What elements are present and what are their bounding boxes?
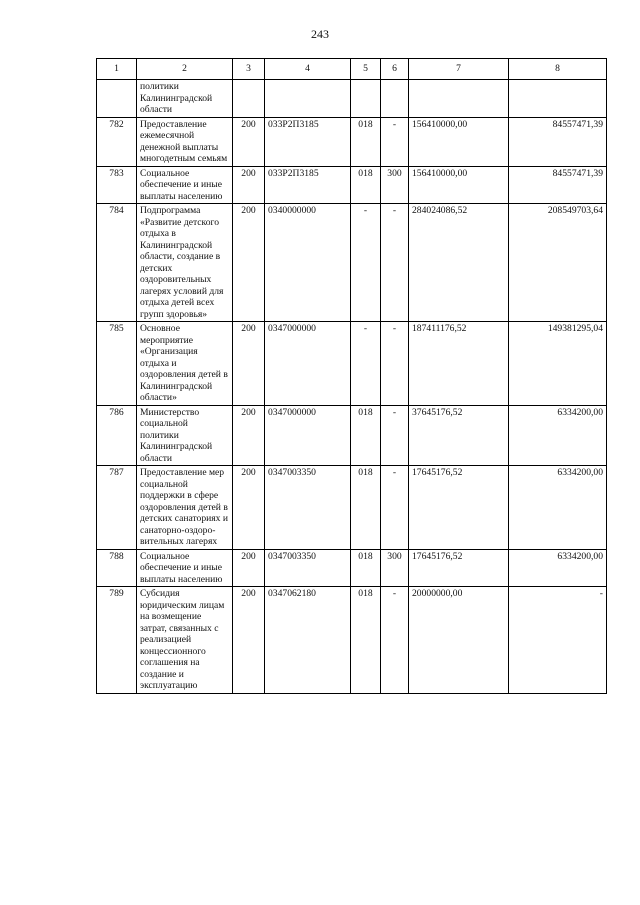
cell-col6: -	[381, 322, 409, 406]
column-header: 8	[509, 59, 607, 80]
cell-col4: 033Р2П3185	[265, 117, 351, 166]
table-row	[97, 80, 607, 118]
cell-col3: 200	[233, 587, 265, 694]
table-row	[97, 204, 607, 322]
row-number: 789	[97, 587, 137, 694]
cell-col6: 300	[381, 549, 409, 587]
cell-col5: 018	[351, 587, 381, 694]
cell-col5: -	[351, 204, 381, 322]
cell-col5: 018	[351, 549, 381, 587]
cell-col3: 200	[233, 166, 265, 204]
column-header: 2	[137, 59, 233, 80]
cell-col8: 149381295,04	[509, 322, 607, 406]
cell-col4: 0340000000	[265, 204, 351, 322]
cell-col4: 0347062180	[265, 587, 351, 694]
table-row	[97, 117, 607, 166]
cell-col7: 187411176,52	[409, 322, 509, 406]
cell-col4: 0347003350	[265, 466, 351, 550]
column-header: 7	[409, 59, 509, 80]
cell-col8	[509, 80, 607, 118]
cell-col8: 84557471,39	[509, 166, 607, 204]
row-name: Социальное обеспечение и иные выплаты населению	[137, 166, 233, 204]
column-header: 6	[381, 59, 409, 80]
row-name: Предоставление мер социальной поддержки в сфере оздоровления детей в детских санаториях и санаторно-оздоро-вительных лагерях	[137, 466, 233, 550]
cell-col6: 300	[381, 166, 409, 204]
cell-col5: 018	[351, 405, 381, 466]
cell-col3: 200	[233, 322, 265, 406]
row-name: Субсидия юридическим лицам на возмещение затрат, связанных с реализацией концессионного соглашения на создание и эксплуатацию	[137, 587, 233, 694]
cell-col7: 37645176,52	[409, 405, 509, 466]
row-number: 788	[97, 549, 137, 587]
row-name: Министерство социальной политики Калининградской области	[137, 405, 233, 466]
cell-col7	[409, 80, 509, 118]
row-number: 787	[97, 466, 137, 550]
row-name: Основное мероприятие «Организация отдыха и оздоровления детей в Калининградской области»	[137, 322, 233, 406]
budget-table	[96, 58, 607, 694]
cell-col7: 17645176,52	[409, 549, 509, 587]
cell-col5: 018	[351, 166, 381, 204]
cell-col4: 0347003350	[265, 549, 351, 587]
cell-col4: 0347000000	[265, 322, 351, 406]
cell-col5	[351, 80, 381, 118]
row-name: Социальное обеспечение и иные выплаты населению	[137, 549, 233, 587]
table-row	[97, 166, 607, 204]
cell-col6: -	[381, 587, 409, 694]
table-row	[97, 405, 607, 466]
row-number: 783	[97, 166, 137, 204]
cell-col8: -	[509, 587, 607, 694]
cell-col6: -	[381, 466, 409, 550]
cell-col5: 018	[351, 117, 381, 166]
row-name: Предоставление ежемесячной денежной выплаты многодетным семьям	[137, 117, 233, 166]
page-number: 243	[311, 27, 329, 41]
cell-col8: 6334200,00	[509, 466, 607, 550]
header-row	[97, 59, 607, 80]
table-row	[97, 466, 607, 550]
cell-col3: 200	[233, 117, 265, 166]
column-header: 1	[97, 59, 137, 80]
cell-col3: 200	[233, 549, 265, 587]
row-number	[97, 80, 137, 118]
cell-col3	[233, 80, 265, 118]
cell-col3: 200	[233, 466, 265, 550]
cell-col8: 6334200,00	[509, 549, 607, 587]
table-row	[97, 549, 607, 587]
row-number: 786	[97, 405, 137, 466]
cell-col8: 6334200,00	[509, 405, 607, 466]
cell-col7: 17645176,52	[409, 466, 509, 550]
row-name: Подпрограмма «Развитие детского отдыха в Калининградской области, создание в детских оздоровительных лагерях условий для отдыха детей всех групп здоровья»	[137, 204, 233, 322]
cell-col5: 018	[351, 466, 381, 550]
cell-col4: 0347000000	[265, 405, 351, 466]
cell-col7: 284024086,52	[409, 204, 509, 322]
cell-col5: -	[351, 322, 381, 406]
cell-col6: -	[381, 204, 409, 322]
cell-col6	[381, 80, 409, 118]
column-header: 3	[233, 59, 265, 80]
cell-col6: -	[381, 405, 409, 466]
cell-col4	[265, 80, 351, 118]
cell-col8: 208549703,64	[509, 204, 607, 322]
column-header: 4	[265, 59, 351, 80]
table-row	[97, 322, 607, 406]
cell-col7: 156410000,00	[409, 166, 509, 204]
row-number: 785	[97, 322, 137, 406]
row-number: 782	[97, 117, 137, 166]
cell-col3: 200	[233, 204, 265, 322]
row-number: 784	[97, 204, 137, 322]
cell-col4: 033Р2П3185	[265, 166, 351, 204]
cell-col3: 200	[233, 405, 265, 466]
cell-col6: -	[381, 117, 409, 166]
cell-col7: 20000000,00	[409, 587, 509, 694]
row-name: политики Калининградской области	[137, 80, 233, 118]
cell-col8: 84557471,39	[509, 117, 607, 166]
table-row	[97, 587, 607, 694]
column-header: 5	[351, 59, 381, 80]
cell-col7: 156410000,00	[409, 117, 509, 166]
